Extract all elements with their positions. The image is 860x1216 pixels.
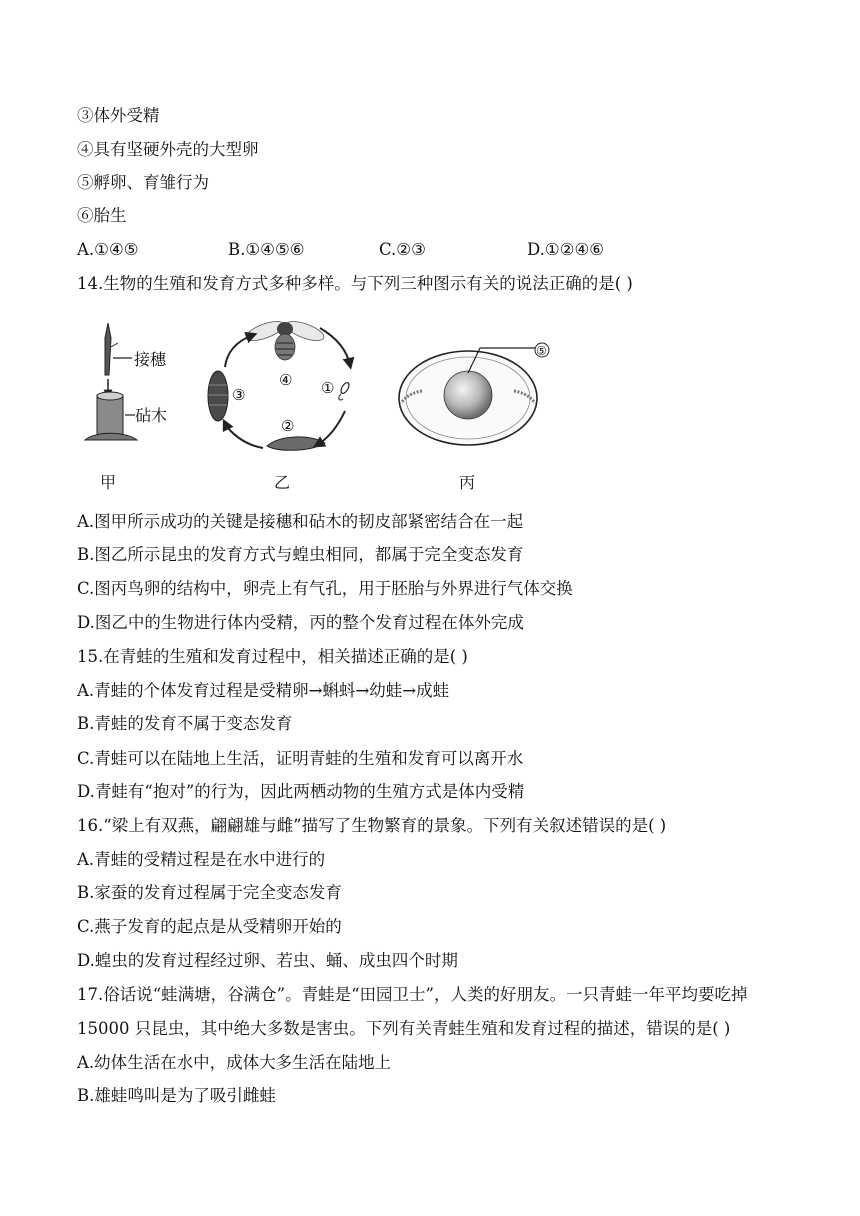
option-line-3: ③体外受精 — [77, 106, 160, 125]
q14-stem: 14.生物的生殖和发育方式多种多样。与下列三种图示有关的说法正确的是( ) — [77, 274, 633, 293]
caption-jia: 甲 — [100, 473, 117, 492]
option-line-5: ⑤孵卵、育雏行为 — [77, 173, 209, 192]
q17-stem-line-2: 15000 只昆虫，其中绝大多数是害虫。下列有关青蛙生殖和发育过程的描述，错误的是( ) — [77, 1019, 731, 1038]
arrow-adult-to-egg — [320, 328, 350, 365]
q16-option-d: D.蝗虫的发育过程经过卵、若虫、蛹、成虫四个时期 — [77, 951, 458, 970]
egg-image — [339, 381, 351, 400]
caption-yi: 乙 — [274, 473, 291, 492]
q14-figure-svg — [75, 303, 575, 493]
option-line-6: ⑥胎生 — [77, 206, 127, 225]
grafting-diagram — [85, 323, 167, 440]
pupa-image — [208, 371, 228, 421]
q17-option-a: A.幼体生活在水中，成体大多生活在陆地上 — [77, 1053, 392, 1072]
q17-option-b: B.雄蛙鸣叫是为了吸引雌蛙 — [77, 1086, 276, 1105]
scion-label: 接穗 — [134, 350, 167, 369]
q15-option-d: D.青蛙有“抱对”的行为，因此两栖动物的生殖方式是体内受精 — [77, 782, 525, 801]
q15-option-c: C.青蛙可以在陆地上生活，证明青蛙的生殖和发育可以离开水 — [77, 749, 524, 768]
stock-label: 砧木 — [135, 406, 168, 425]
q14-option-c: C.图丙鸟卵的结构中，卵壳上有气孔，用于胚胎与外界进行气体交换 — [77, 579, 573, 598]
arrow-larva-to-pupa — [225, 423, 263, 448]
q14-option-a: A.图甲所示成功的关键是接穗和砧木的韧皮部紧密结合在一起 — [77, 512, 524, 531]
bird-egg-diagram — [399, 343, 549, 445]
q17-stem-line-1: 17.俗话说“蛙满塘，谷满仓”。青蛙是“田园卫士”，人类的好朋友。一只青蛙一年平均要吃掉 — [77, 985, 748, 1004]
q16-option-b: B.家蚕的发育过程属于完全变态发育 — [77, 883, 342, 902]
q14-figures — [75, 303, 575, 493]
scion-shape — [105, 323, 111, 375]
q13-option-d: D.①②④⑥ — [527, 240, 605, 259]
q16-stem: 16.“梁上有双燕，翩翩雄与雌”描写了生物繁育的景象。下列有关叙述错误的是( ) — [77, 816, 667, 835]
larva-image — [267, 437, 325, 450]
stage-label-4: ④ — [279, 371, 293, 389]
q14-option-b: B.图乙所示昆虫的发育方式与蝗虫相同，都属于完全变态发育 — [77, 545, 524, 564]
q16-option-c: C.燕子发育的起点是从受精卵开始的 — [77, 917, 342, 936]
egg-yolk — [444, 371, 492, 419]
caption-bing: 丙 — [459, 473, 476, 492]
stage-label-3: ③ — [232, 386, 246, 404]
q15-stem: 15.在青蛙的生殖和发育过程中，相关描述正确的是( ) — [77, 647, 468, 666]
q13-option-b: B.①④⑤⑥ — [228, 240, 305, 259]
q14-option-d: D.图乙中的生物进行体内受精，丙的整个发育过程在体外完成 — [77, 613, 524, 632]
q15-option-a: A.青蛙的个体发育过程是受精卵→蝌蚪→幼蛙→成蛙 — [77, 681, 450, 700]
option-line-4: ④具有坚硬外壳的大型卵 — [77, 140, 259, 159]
stock-shape — [97, 395, 123, 437]
q13-options — [77, 240, 777, 260]
stage-label-1: ① — [321, 379, 335, 397]
q13-option-a: A.①④⑤ — [77, 240, 139, 259]
q16-option-a: A.青蛙的受精过程是在水中进行的 — [77, 850, 326, 869]
q15-option-b: B.青蛙的发育不属于变态发育 — [77, 714, 293, 733]
q13-option-c: C.②③ — [379, 240, 426, 259]
adult-fly-image — [244, 318, 326, 360]
arrow-egg-to-larva — [317, 411, 345, 445]
label-5: ⑤ — [536, 344, 547, 358]
stage-label-2: ② — [281, 417, 295, 435]
insect-cycle-diagram — [208, 318, 351, 451]
